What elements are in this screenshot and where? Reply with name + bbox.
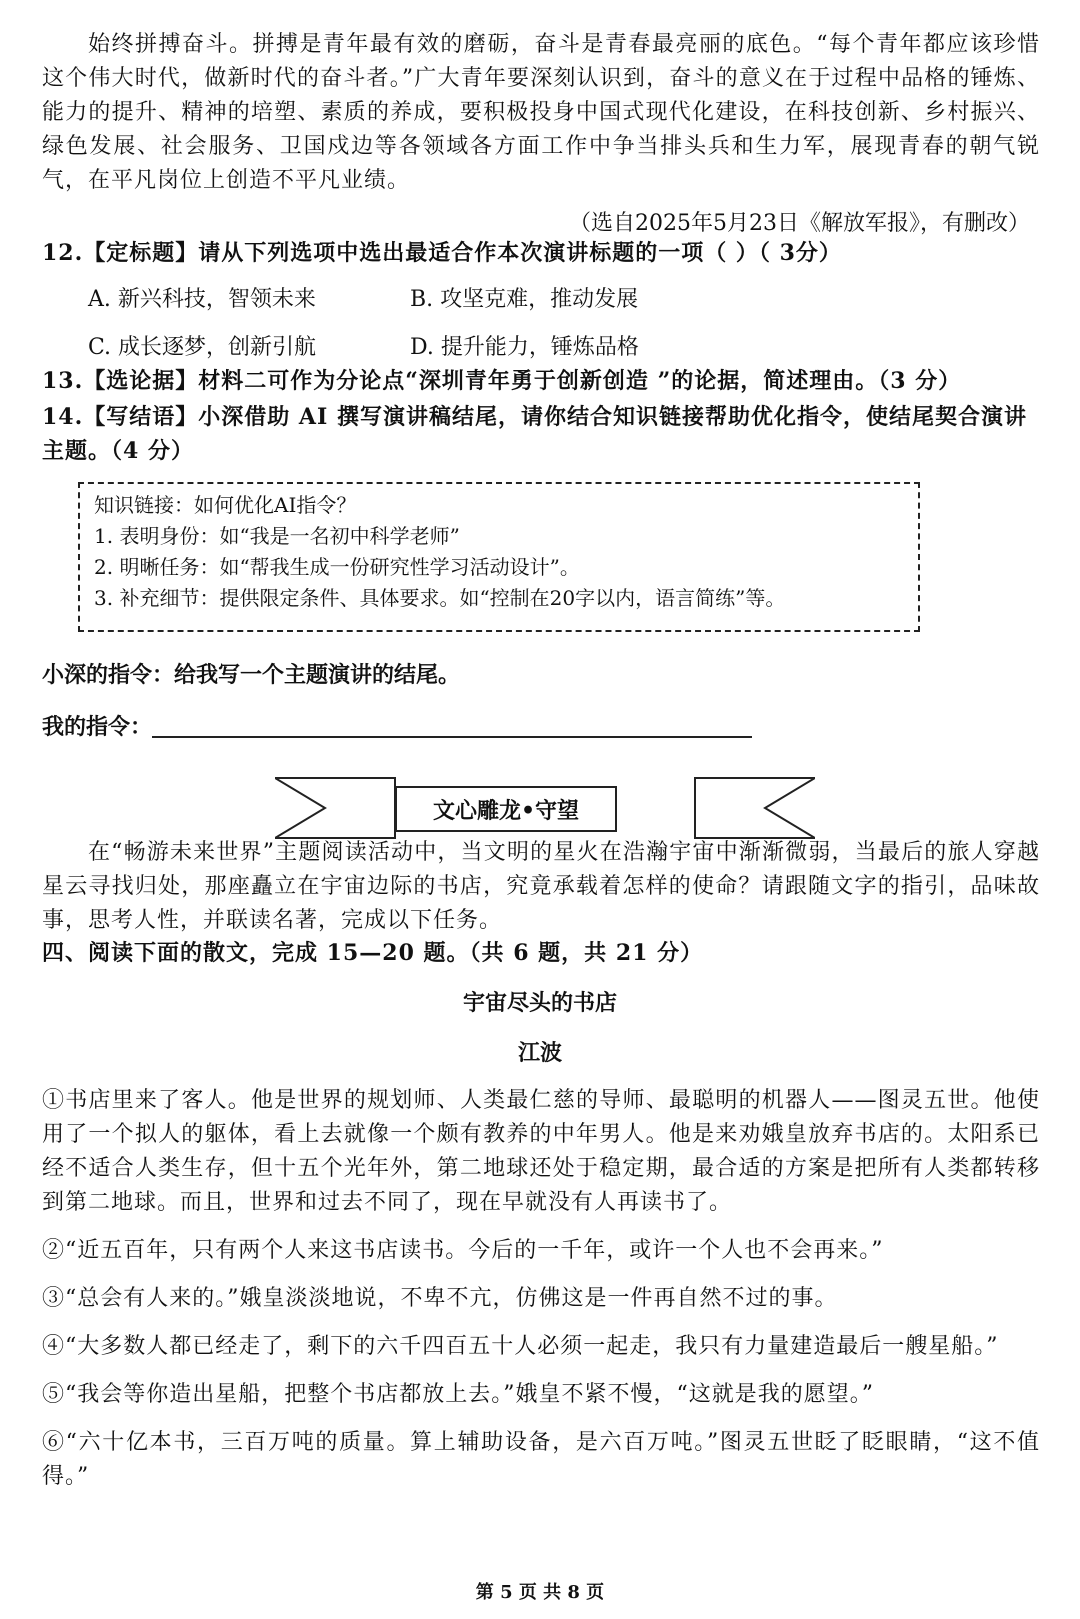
knowledge-box bbox=[78, 482, 920, 632]
knowledge-item: 2. 明晰任务：如“帮我生成一份研究性学习活动设计”。 bbox=[94, 555, 580, 579]
my-instruction-label: 我的指令： bbox=[42, 714, 153, 740]
xiaoshen-instruction: 小深的指令：给我写一个主题演讲的结尾。 bbox=[42, 662, 461, 688]
knowledge-box-title: 知识链接：如何优化AI指令？ bbox=[94, 493, 357, 517]
article-paragraph-6: ⑥“六十亿本书，三百万吨的质量。算上辅助设备，是六百万吨。”图灵五世眨了眨眼睛，“这不值得。” bbox=[42, 1430, 1040, 1489]
article-author: 江波 bbox=[517, 1040, 562, 1066]
part4-heading: 四、阅读下面的散文，完成 15—20 题。（共 6 题，共 21 分） bbox=[42, 940, 704, 966]
knowledge-item: 3. 补充细节：提供限定条件、具体要求。如“控制在20字以内，语言简练”等。 bbox=[94, 586, 786, 610]
question-13: 13.【选论据】材料二可作为分论点“深圳青年勇于创新创造 ”的论据，简述理由。（3 分） bbox=[42, 368, 962, 394]
section-intro: 在“畅游未来世界”主题阅读活动中，当文明的星火在浩瀚宇宙中渐渐微弱，当最后的旅人穿越星云寻找归处，那座矗立在宇宙边际的书店，究竟承载着怎样的使命？请跟随文字的指引，品味故事，思考人性，并联读名著，完成以下任务。 bbox=[42, 840, 1040, 933]
q12-option-d: D. 提升能力，锤炼品格 bbox=[410, 335, 639, 360]
article-paragraph-5: ⑤“我会等你造出星船，把整个书店都放上去。”娥皇不紧不慢，“这就是我的愿望。” bbox=[42, 1382, 874, 1407]
intro-paragraph: 始终拼搏奋斗。拼搏是青年最有效的磨砺，奋斗是青春最亮丽的底色。“每个青年都应该珍惜这个伟大时代，做新时代的奋斗者。”广大青年要深刻认识到，奋斗的意义在于过程中品格的锤炼、能力的提升、精神的培塑、素质的养成，要积极投身中国式现代化建设，在科技创新、乡村振兴、绿色发展、社会服务、卫国戍边等各领域各方面工作中争当排头兵和生力军，展现青春的朝气锐气，在平凡岗位上创造不平凡业绩。 bbox=[42, 32, 1040, 193]
article-paragraph-3: ③“总会有人来的。”娥皇淡淡地说，不卑不亢，仿佛这是一件再自然不过的事。 bbox=[42, 1286, 838, 1311]
article-paragraph-4: ④“大多数人都已经走了，剩下的六千四百五十人必须一起走，我只有力量建造最后一艘星船。” bbox=[42, 1334, 999, 1359]
section-banner-title: 文心雕龙•守望 bbox=[395, 786, 617, 832]
article-paragraph-2: ②“近五百年，只有两个人来这书店读书。今后的一千年，或许一个人也不会再来。” bbox=[42, 1238, 884, 1263]
article-paragraph-1: ①书店里来了客人。他是世界的规划师、人类最仁慈的导师、最聪明的机器人——图灵五世。他使用了一个拟人的躯体，看上去就像一个颇有教养的中年男人。他是来劝娥皇放弃书店的。太阳系已经不适合人类生存，但十五个光年外，第二地球还处于稳定期，最合适的方案是把所有人类都转移到第二地球。而且，世界和过去不同了，现在早就没有人再读书了。 bbox=[42, 1088, 1040, 1215]
article-title: 宇宙尽头的书店 bbox=[462, 990, 617, 1016]
question-14: 14.【写结语】小深借助 AI 撰写演讲稿结尾，请你结合知识链接帮助优化指令，使结尾契合演讲主题。（4 分） bbox=[42, 404, 1027, 464]
q12-option-b: B. 攻坚克难，推动发展 bbox=[410, 287, 639, 312]
source-note: （选自2025年5月23日《解放军报》，有删改） bbox=[569, 211, 1030, 236]
question-12: 12.【定标题】请从下列选项中选出最适合作本次演讲标题的一项（ ）（ 3分） bbox=[42, 240, 842, 266]
my-instruction-answer-line[interactable] bbox=[152, 736, 752, 738]
knowledge-item: 1. 表明身份：如“我是一名初中科学老师” bbox=[94, 524, 460, 548]
q12-option-c: C. 成长逐梦，创新引航 bbox=[88, 335, 317, 360]
q12-option-a: A. 新兴科技，智领未来 bbox=[88, 287, 316, 312]
page-footer: 第 5 页 共 8 页 bbox=[475, 1582, 605, 1603]
